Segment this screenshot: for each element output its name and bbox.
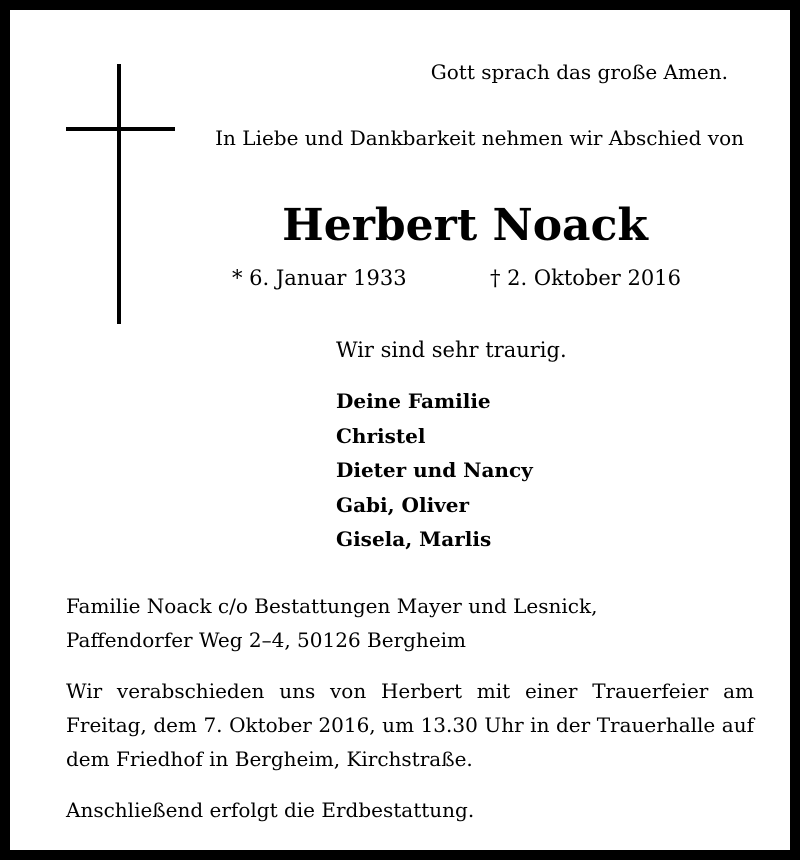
family-member: Christel — [336, 423, 426, 448]
family-member: Gisela, Marlis — [336, 527, 492, 551]
death-date: † 2. Oktober 2016 — [490, 266, 681, 290]
address-line-1: Familie Noack c/o Bestattungen Mayer und Lesnick, — [66, 594, 598, 618]
cross-icon-bar — [66, 127, 175, 131]
family-member: Gabi, Oliver — [336, 492, 470, 517]
cross-icon — [117, 64, 121, 324]
mourning-line: Wir sind sehr traurig. — [336, 338, 567, 362]
burial-note: Anschließend erfolgt die Erdbestattung. — [66, 798, 475, 822]
address-line-2: Paffendorfer Weg 2–4, 50126 Bergheim — [66, 628, 467, 652]
contact-address — [66, 589, 597, 657]
family-member: Deine Familie — [336, 389, 491, 413]
service-announcement: Wir verabschieden uns von Herbert mit einer Trauerfeier am Freitag, dem 7. Oktober 2016, um 13.30 Uhr in der Trauerhalle auf dem Friedhof in Bergheim, Kirchstraße. — [66, 679, 754, 771]
family-list — [336, 384, 533, 557]
motto: Gott sprach das große Amen. — [430, 60, 728, 84]
deceased-name: Herbert Noack — [282, 200, 648, 251]
family-member: Dieter und Nancy — [336, 458, 533, 482]
intro-line: In Liebe und Dankbarkeit nehmen wir Abschied von — [215, 126, 744, 150]
birth-date: * 6. Januar 1933 — [232, 266, 407, 290]
